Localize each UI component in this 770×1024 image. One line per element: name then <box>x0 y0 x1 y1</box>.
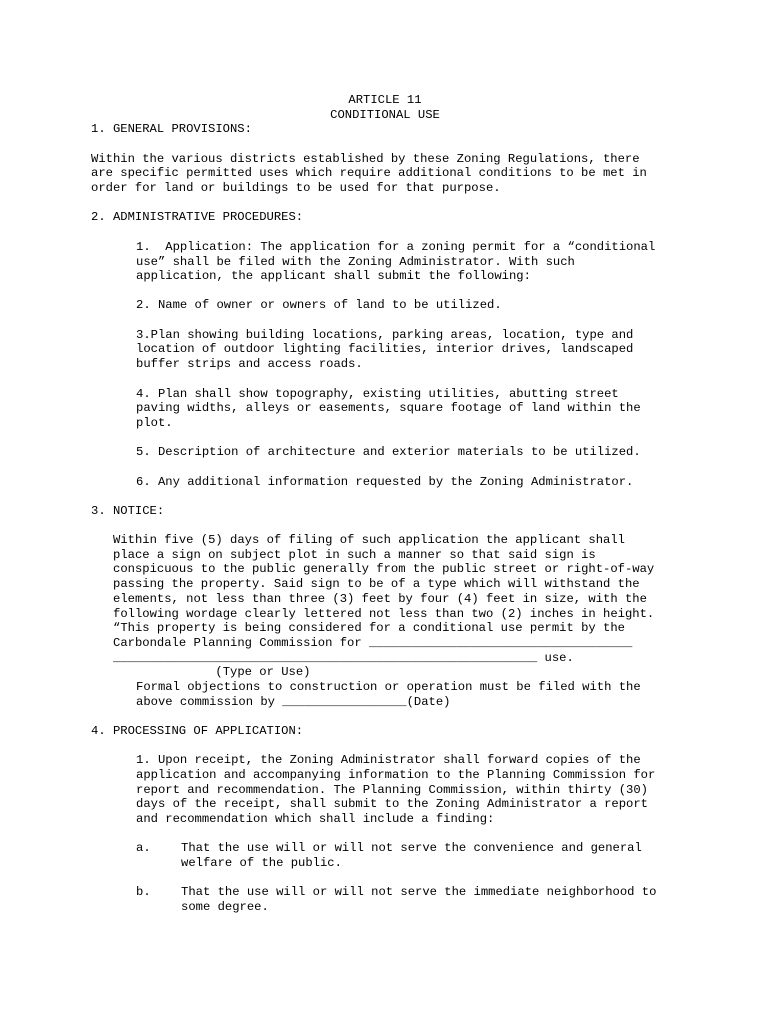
list-item-line: 5. Description of architecture and exterior materials to be utilized. <box>136 445 641 459</box>
section-heading-processing-of-application: 4. PROCESSING OF APPLICATION: <box>91 724 304 738</box>
objection-line: Formal objections to construction or operation must be filed with the <box>136 680 641 694</box>
notice-line: __________________________________________________________ use. <box>113 650 574 665</box>
subitem-marker: a. <box>136 841 151 855</box>
subitem-line: welfare of the public. <box>181 855 342 870</box>
list-item-line: use” shall be filed with the Zoning Administrator. With such <box>136 254 575 269</box>
notice-line: (Type or Use) <box>113 665 311 679</box>
list-item-line: 4. Plan shall show topography, existing utilities, abutting street <box>136 386 619 401</box>
notice-line: elements, not less than three (3) feet by four (4) feet in size, with the <box>113 592 647 606</box>
article-number: ARTICLE 11 <box>348 93 422 107</box>
section-heading-administrative-procedures: 2. ADMINISTRATIVE PROCEDURES: <box>91 210 304 224</box>
list-item-line: application, the applicant shall submit the following: <box>136 269 531 283</box>
paragraph-line: order for land or buildings to be used for that purpose. <box>91 181 501 195</box>
subitem-line: That the use will or will not serve the immediate neighborhood to <box>181 885 657 899</box>
paragraph-line: are specific permitted uses which require additional conditions to be met in <box>91 166 647 180</box>
list-item-line: buffer strips and access roads. <box>136 357 363 371</box>
list-item-line: 1. Application: The application for a zoning permit for a “conditional <box>136 240 656 254</box>
list-item-line: paving widths, alleys or easements, square footage of land within the <box>136 401 641 415</box>
article-title: CONDITIONAL USE <box>330 107 440 122</box>
section-heading-general-provisions: 1. GENERAL PROVISIONS: <box>91 122 252 136</box>
processing-line: 1. Upon receipt, the Zoning Administrator shall forward copies of the <box>136 753 641 767</box>
list-item-line: 3.Plan showing building locations, parking areas, location, type and <box>136 327 634 342</box>
subitem-line: some degree. <box>181 900 269 914</box>
processing-line: days of the receipt, shall submit to the Zoning Administrator a report <box>136 797 648 811</box>
notice-line: following wordage clearly lettered not less than two (2) inches in height. <box>113 606 655 621</box>
notice-line: “This property is being considered for a conditional use permit by the <box>113 621 625 635</box>
objection-line: above commission by _________________(Date) <box>136 695 451 709</box>
list-item-line: 2. Name of owner or owners of land to be utilized. <box>136 298 502 312</box>
subitem-line: That the use will or will not serve the convenience and general <box>181 841 642 855</box>
notice-line: place a sign on subject plot in such a manner so that said sign is <box>113 547 596 562</box>
section-heading-notice: 3. NOTICE: <box>91 504 165 518</box>
list-item-line: location of outdoor lighting facilities, interior drives, landscaped <box>136 342 634 356</box>
processing-line: report and recommendation. The Planning Commission, within thirty (30) <box>136 782 648 797</box>
list-item-line: plot. <box>136 416 173 430</box>
subitem-marker: b. <box>136 885 151 899</box>
notice-line: Within five (5) days of filing of such application the applicant shall <box>113 533 625 547</box>
processing-line: application and accompanying information to the Planning Commission for <box>136 768 656 782</box>
processing-line: and recommendation which shall include a finding: <box>136 812 495 826</box>
list-item-line: 6. Any additional information requested by the Zoning Administrator. <box>136 474 634 489</box>
notice-line: passing the property. Said sign to be of a type which will withstand the <box>113 577 640 591</box>
notice-line: conspicuous to the public generally from the public street or right-of-way <box>113 562 655 576</box>
notice-line: Carbondale Planning Commission for ____________________________________ <box>113 636 633 650</box>
paragraph-line: Within the various districts established by these Zoning Regulations, there <box>91 151 640 166</box>
